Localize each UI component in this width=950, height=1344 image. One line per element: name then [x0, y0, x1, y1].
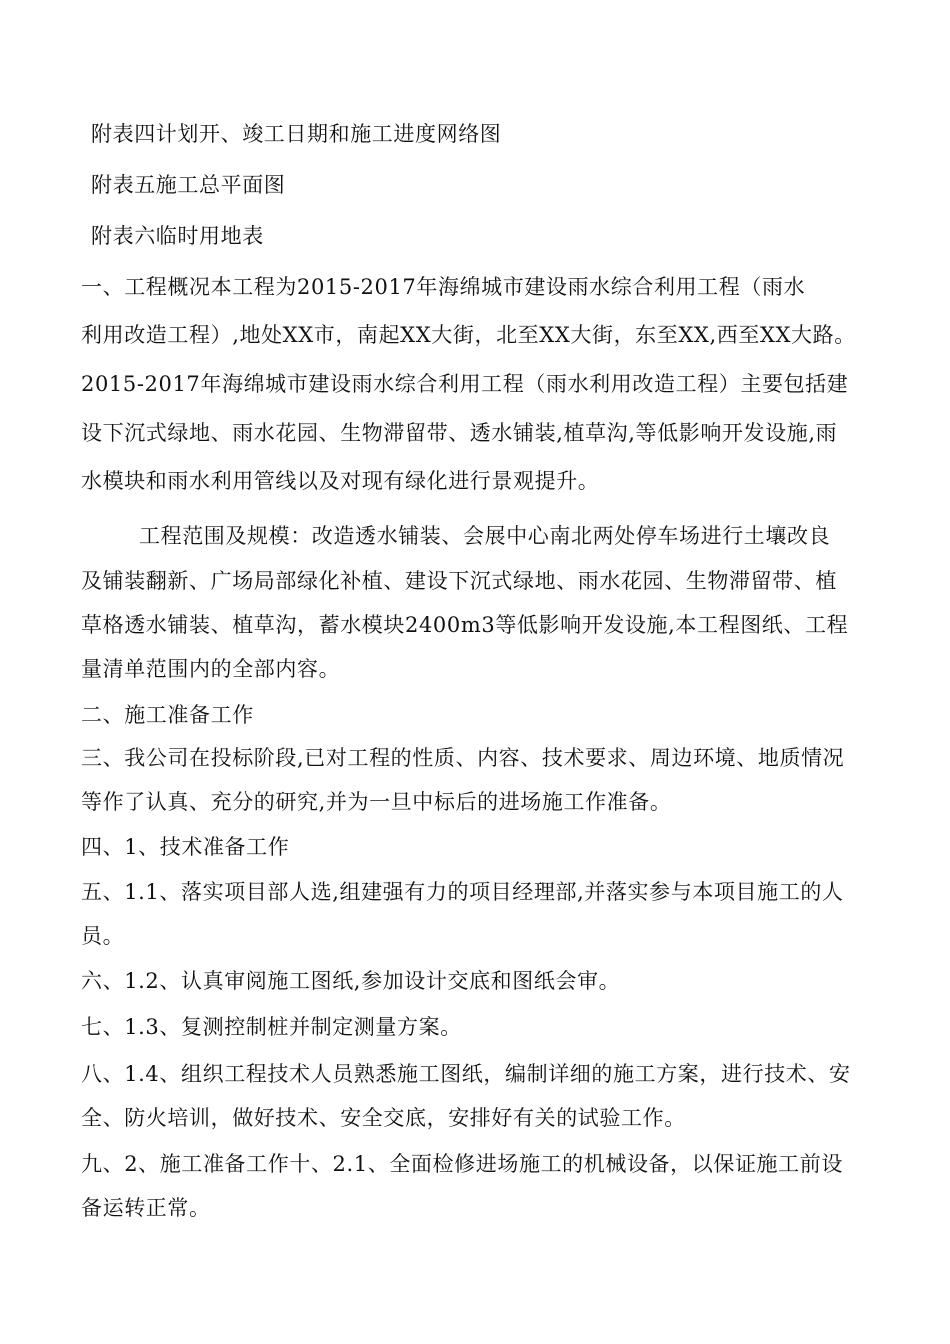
paragraph-line: 工程范围及规模：改造透水铺装、会展中心南北两处停车场进行土壤改良: [139, 524, 831, 548]
section-heading: 二、施工准备工作: [81, 703, 254, 727]
paragraph-line: 七、1.3、复测控制桩并制定测量方案。: [81, 1015, 462, 1039]
paragraph-line: 六、1.2、认真审阅施工图纸,参加设计交底和图纸会审。: [81, 969, 621, 993]
paragraph-line: 2015-2017年海绵城市建设雨水综合利用工程（雨水利用改造工程）主要包括建: [81, 372, 849, 396]
paragraph-line: 八、1.4、组织工程技术人员熟悉施工图纸，编制详细的施工方案，进行技术、安: [81, 1062, 851, 1086]
paragraph-line: 及铺装翻新、广场局部绿化补植、建设下沉式绿地、雨水花园、生物滞留带、植: [81, 569, 837, 593]
paragraph-line: 全、防火培训，做好技术、安全交底，安排好有关的试验工作。: [81, 1106, 686, 1130]
section-heading: 四、1、技术准备工作: [81, 835, 290, 859]
paragraph-line: 三、我公司在投标阶段,已对工程的性质、内容、技术要求、周边环境、地质情况: [81, 746, 845, 770]
paragraph-line: 一、工程概况本工程为2015-2017年海绵城市建设雨水综合利用工程（雨水: [81, 275, 806, 299]
paragraph-line: 五、1.1、落实项目部人选,组建强有力的项目经理部,并落实参与本项目施工的人: [81, 880, 844, 904]
attachment-item: 附表四计划开、竣工日期和施工进度网络图: [91, 122, 502, 146]
paragraph-line: 九、2、施工准备工作十、2.1、全面检修进场施工的机械设备，以保证施工前设: [81, 1152, 843, 1176]
attachment-item: 附表六临时用地表: [91, 224, 264, 248]
paragraph-line: 设下沉式绿地、雨水花园、生物滞留带、透水铺装,植草沟,等低影响开发设施,雨: [81, 421, 838, 445]
paragraph-line: 草格透水铺装、植草沟，蓄水模块2400m3等低影响开发设施,本工程图纸、工程: [81, 613, 849, 637]
paragraph-line: 水模块和雨水利用管线以及对现有绿化进行景观提升。: [81, 469, 600, 493]
paragraph-line: 员。: [81, 924, 125, 948]
paragraph-line: 备运转正常。: [81, 1196, 211, 1220]
paragraph-line: 量清单范围内的全部内容。: [81, 657, 341, 681]
attachment-item: 附表五施工总平面图: [91, 173, 286, 197]
paragraph-line: 利用改造工程）,地处XX市，南起XX大街，北至XX大街，东至XX,西至XX大路。: [81, 323, 856, 347]
paragraph-line: 等作了认真、充分的研究,并为一旦中标后的进场施工作准备。: [81, 790, 672, 814]
